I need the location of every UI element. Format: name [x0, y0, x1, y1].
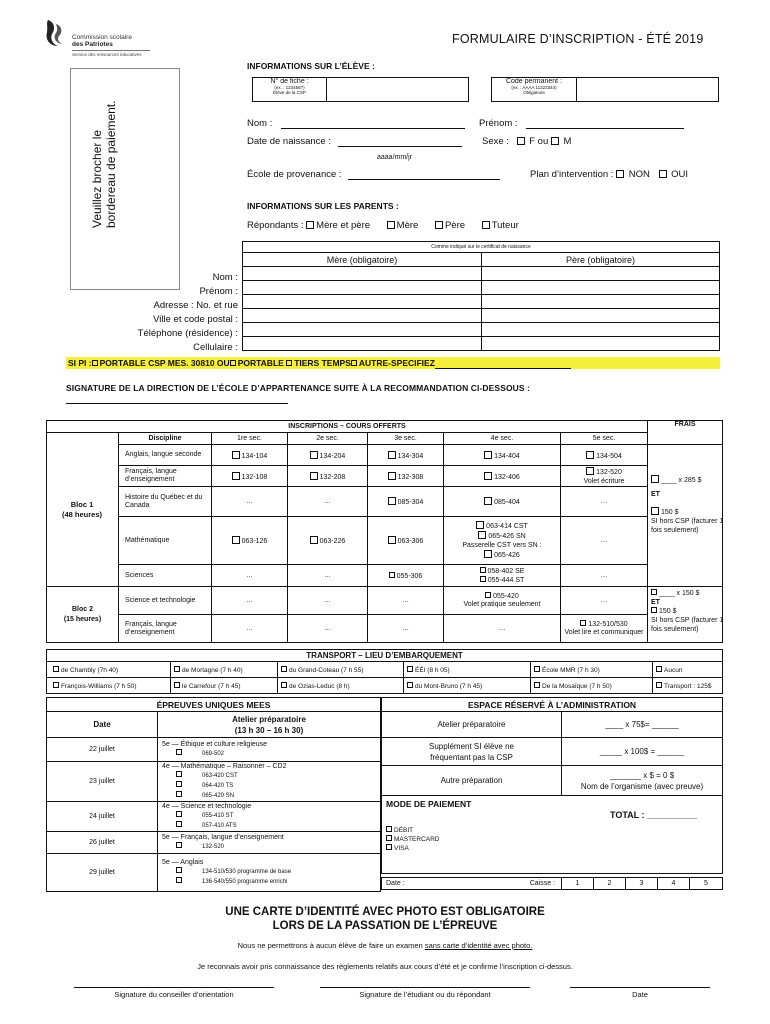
plan-non-checkbox[interactable]: [616, 170, 624, 178]
code-label: Code permanent :: [505, 78, 563, 85]
fiche-box: [252, 77, 327, 102]
exams-title: ÉPREUVES UNIQUES MEES: [47, 698, 381, 712]
transport-aucun: Aucun: [664, 666, 683, 674]
si-pi-portable-csp-label: PORTABLE CSP MES. 30810 OU: [99, 358, 230, 368]
course-134-104: 134-104: [241, 452, 268, 460]
bloc1-l1: Bloc 1: [70, 500, 94, 509]
sexe-f-checkbox[interactable]: [517, 137, 525, 145]
admin-supp-label2: fréquentant pas la CSP: [430, 752, 513, 762]
mode-paiement-title: MODE DE PAIEMENT: [386, 799, 472, 809]
scitech-sec5-dots: …: [561, 587, 648, 615]
course-132-208: 132-208: [319, 473, 346, 481]
exam-134-510: 134-510/530 programme de base: [202, 869, 292, 875]
course-058-402-checkbox[interactable]: [480, 567, 486, 573]
col-mere: Mère (obligatoire): [243, 253, 482, 267]
si-pi-start: SI PI :: [68, 358, 92, 368]
caisse-label: Caisse :: [529, 880, 555, 887]
side-note-line2: bordereau de paiement.: [104, 100, 118, 228]
transport-fee: Transport : 125$: [664, 682, 712, 690]
course-134-504-checkbox[interactable]: [586, 451, 594, 459]
col-atelier2: (13 h 30 – 16 h 30): [234, 725, 304, 735]
side-note-text: [90, 68, 118, 228]
si-pi-portable-csp-checkbox[interactable]: [92, 360, 98, 366]
course-063-226: 063-226: [319, 538, 346, 545]
frais2-checkbox[interactable]: [651, 589, 657, 595]
ecole-label: École de provenance :: [247, 169, 342, 180]
frais1-et: ET: [651, 491, 660, 498]
bloc1-label: [46, 500, 118, 520]
transport-carrefour-checkbox[interactable]: [174, 682, 180, 688]
sig1-line[interactable]: [74, 987, 274, 988]
repondant-tuteur-checkbox[interactable]: [482, 221, 490, 229]
logo-icon: [44, 18, 68, 48]
frais2-et: ET: [651, 599, 660, 606]
dob-label: Date de naissance :: [247, 136, 331, 147]
nom-field[interactable]: [281, 128, 465, 129]
transport-francois-williams-checkbox[interactable]: [53, 682, 59, 688]
side-note-line1: Veuillez brocher le: [90, 129, 104, 228]
course-132-520: 132-520: [596, 468, 622, 476]
course-132-406-checkbox[interactable]: [484, 472, 492, 480]
footer-notice: [0, 905, 770, 933]
repondant-pere-checkbox[interactable]: [435, 221, 443, 229]
fr2-sec1-dots: …: [212, 615, 288, 643]
sexe-row: [482, 136, 571, 147]
frais1-a: ____ x 285 $: [661, 477, 702, 484]
admin-atelier-calc[interactable]: ____ x 75$= ______: [562, 712, 723, 738]
exam-064-420: 064-420 TS: [202, 783, 234, 789]
transport-mortagne-checkbox[interactable]: [174, 666, 180, 672]
frais1-hors-csp-checkbox[interactable]: [651, 507, 659, 515]
scitech-sec3-dots: …: [368, 587, 444, 615]
transport-mmr-checkbox[interactable]: [534, 666, 540, 672]
mere-adresse-cell[interactable]: [243, 295, 482, 309]
repondant-mere-label: Mère: [396, 220, 419, 231]
admin-title: ESPACE RÉSERVÉ À L’ADMINISTRATION: [382, 698, 723, 712]
sexe-f-label: F ou: [529, 136, 549, 147]
bloc2-l1: Bloc 2: [71, 605, 93, 613]
dob-hint: aaaa/mm/jr: [377, 154, 413, 161]
frais1-c: SI hors CSP (facturer 1 fois seulement): [651, 518, 724, 534]
si-pi-bar: [66, 357, 720, 369]
exam-065-420: 065-420 SN: [202, 793, 235, 799]
mere-prenom-cell[interactable]: [243, 281, 482, 295]
caisse-2[interactable]: 2: [594, 878, 626, 890]
exams-table: [46, 697, 381, 892]
exam-head-3: 4e — Science et technologie: [162, 803, 252, 810]
course-132-308: 132-308: [397, 473, 424, 481]
label-ville: Ville et code postal :: [153, 314, 238, 325]
org-divider: [72, 50, 150, 51]
course-055-444-checkbox[interactable]: [480, 576, 486, 582]
si-pi-portable-label: PORTABLE: [237, 358, 284, 368]
sexe-m-label: M: [563, 136, 572, 147]
course-063-414: 063-414 CST: [486, 523, 528, 530]
fr2-sec2-dots: …: [288, 615, 368, 643]
transport-carrefour: le Carrefour (7 h 45): [182, 682, 241, 690]
exam-date-3: 24 juillet: [47, 802, 158, 832]
course-132-510-checkbox[interactable]: [580, 620, 586, 626]
course-132-108-checkbox[interactable]: [232, 472, 240, 480]
exam-057-410: 057-410 ATS: [202, 823, 237, 829]
si-pi-autre-field[interactable]: [435, 368, 571, 369]
student-section-title: INFORMATIONS SUR L’ÉLÈVE :: [247, 61, 375, 71]
pere-telephone-cell[interactable]: [482, 323, 720, 337]
pere-ville-cell[interactable]: [482, 309, 720, 323]
course-134-304: 134-304: [397, 452, 424, 460]
pay-mastercard: MASTERCARD: [394, 836, 440, 843]
frais2-a: ____ x 150 $: [659, 590, 700, 597]
ecole-row: [247, 169, 500, 180]
transport-eei: ÉÉI (8 h 05): [415, 666, 450, 674]
admin-table: [381, 697, 723, 874]
code-input[interactable]: [576, 77, 719, 102]
course-134-204-checkbox[interactable]: [310, 451, 318, 459]
sig1-label: Signature du conseiller d’orientation: [114, 990, 234, 999]
label-telephone: Téléphone (résidence) :: [137, 328, 238, 339]
exam-date-5: 29 juillet: [47, 854, 158, 892]
exam-064-420-checkbox[interactable]: [176, 781, 182, 787]
repondant-tuteur-label: Tuteur: [491, 220, 519, 231]
repondant-mere-pere-checkbox[interactable]: [306, 221, 314, 229]
course-055-420-checkbox[interactable]: [485, 592, 491, 598]
sig2-line[interactable]: [320, 987, 530, 988]
histoire-sec2-dots: …: [288, 487, 368, 517]
transport-title: TRANSPORT – LIEU D’EMBARQUEMENT: [47, 650, 723, 662]
course-065-426-checkbox[interactable]: [478, 531, 486, 539]
exam-055-410: 055-410 ST: [202, 813, 234, 819]
histoire-sec5-dots: …: [561, 487, 648, 517]
pay-debit: DÉBIT: [394, 827, 414, 834]
frais1-b: 150 $: [661, 509, 679, 516]
si-pi-tiers-temps-checkbox[interactable]: [286, 360, 292, 366]
admin-supp-calc[interactable]: _____ x 100$ = ______: [562, 738, 723, 766]
course-058-402: 058-402 SE: [487, 567, 525, 575]
course-132-520-checkbox[interactable]: [586, 467, 594, 475]
mere-cellulaire-cell[interactable]: [243, 337, 482, 351]
repondants-label: Répondants :: [247, 220, 304, 231]
footer-note-underlined: sans carte d’identité avec photo.: [424, 941, 533, 950]
transport-ozias-leduc-checkbox[interactable]: [281, 682, 287, 688]
pay-debit-checkbox[interactable]: [386, 826, 392, 832]
col-date: Date: [47, 712, 158, 738]
footer-line1: UNE CARTE D’IDENTITÉ AVEC PHOTO EST OBLIGATOIRE: [225, 906, 545, 918]
course-134-504: 134-504: [596, 452, 622, 460]
transport-mosaique-checkbox[interactable]: [534, 682, 540, 688]
sig3-line[interactable]: [570, 987, 710, 988]
course-132-208-checkbox[interactable]: [310, 472, 318, 480]
transport-grand-coteau: du Grand-Coteau (7 h 55): [289, 666, 364, 674]
course-134-204: 134-204: [319, 452, 346, 460]
plan-label: Plan d’intervention :: [530, 169, 614, 180]
col-sec5: 5e sec.: [561, 433, 648, 445]
si-pi-autre-checkbox[interactable]: [351, 360, 357, 366]
code-box: [491, 77, 577, 102]
org-line2: des Patriotes: [72, 41, 113, 48]
exam-132-520-checkbox[interactable]: [176, 842, 182, 848]
exam-136-540-checkbox[interactable]: [176, 877, 182, 883]
frais2-c: SI hors CSP (facturer 1 fois seulement): [651, 617, 724, 633]
exam-069-502: 069-502: [202, 751, 225, 757]
date-label: Date :: [386, 880, 405, 887]
disc-francais-bloc2: Français, langue d’enseignement: [119, 615, 212, 643]
transport-mmr: École MMR (7 h 30): [542, 666, 600, 674]
disc-science-techno: Science et technologie: [119, 587, 212, 615]
exam-head-4: 5e — Français, langue d’enseignement: [162, 834, 284, 841]
col-sec2: 2e sec.: [288, 433, 368, 445]
pere-adresse-cell[interactable]: [482, 295, 720, 309]
transport-mortagne: de Mortagne (7 h 40): [182, 666, 243, 674]
org-line1: Commission scolaire: [72, 34, 132, 41]
side-note: [70, 68, 180, 290]
exam-head-5: 5e — Anglais: [162, 859, 204, 866]
course-085-404-checkbox[interactable]: [484, 497, 492, 505]
fiche-hint2: Élève de la CSP: [273, 90, 306, 95]
org-line3: Service des ressources éducatives: [72, 52, 142, 57]
course-085-304-checkbox[interactable]: [388, 497, 396, 505]
transport-fee-checkbox[interactable]: [656, 682, 662, 688]
label-prenom: Prénom :: [199, 286, 238, 297]
transport-francois-williams: François-Williams (7 h 50): [61, 682, 137, 690]
prenom-label: Prénom :: [479, 118, 518, 129]
col-atelier1: Atelier préparatoire: [232, 714, 306, 724]
code-hint1: (ex. : AAAA 11223344): [511, 85, 557, 90]
transport-chambly: de Chambly (7h 40): [61, 666, 119, 674]
fr2-sec4-dots: …: [444, 615, 561, 643]
col-frais: FRAIS: [648, 421, 723, 445]
courses-table: [46, 420, 723, 643]
sciences-sec1-dots: …: [212, 565, 288, 587]
repondant-pere-label: Père: [444, 220, 466, 231]
dob-row: [247, 136, 462, 147]
col-sec3: 3e sec.: [368, 433, 444, 445]
footer-note: [0, 941, 770, 950]
transport-eei-checkbox[interactable]: [407, 666, 413, 672]
parents-section-title: INFORMATIONS SUR LES PARENTS :: [247, 201, 399, 211]
scitech-sec1-dots: …: [212, 587, 288, 615]
signature-direction: SIGNATURE DE LA DIRECTION DE L’ÉCOLE D’APPARTENANCE SUITE À LA RECOMMANDATION CI-DESSOUS :: [66, 383, 531, 393]
plan-oui-label: OUI: [671, 169, 689, 180]
certificat-note: Comme indiqué sur le certificat de naissance: [243, 242, 720, 253]
course-063-126: 063-126: [241, 538, 268, 545]
course-063-306-checkbox[interactable]: [388, 536, 396, 544]
si-pi-tiers-temps-label: TIERS TEMPS: [294, 358, 351, 368]
frais-bloc2: [648, 587, 723, 643]
sexe-m-checkbox[interactable]: [551, 137, 559, 145]
sig2-label: Signature de l’étudiant ou du répondant: [359, 990, 491, 999]
nom-row: [247, 118, 465, 129]
transport-mont-bruno: du Mont-Bruno (7 h 45): [415, 682, 483, 690]
course-055-444: 055-444 ST: [487, 576, 525, 584]
pere-prenom-cell[interactable]: [482, 281, 720, 295]
course-063-226-checkbox[interactable]: [310, 536, 318, 544]
course-055-306-checkbox[interactable]: [389, 572, 395, 578]
disc-francais: Français, langue d’enseignement: [119, 466, 212, 487]
bloc2-l2: (15 heures): [63, 615, 102, 623]
frais2-b: 150 $: [659, 608, 677, 615]
parents-table: [242, 241, 720, 351]
col-pere: Père (obligatoire): [482, 253, 720, 267]
plan-row: [530, 169, 688, 180]
admin-supp-label1: Supplément SI élève ne: [429, 741, 514, 751]
course-055-420: 055-420: [493, 593, 519, 600]
course-132-520-sub: Volet écriture: [583, 477, 625, 485]
exam-063-420: 063-420 CST: [202, 773, 238, 779]
sig3-label: Date: [632, 990, 648, 999]
label-nom: Nom :: [212, 272, 238, 283]
sciences-sec2-dots: …: [288, 565, 368, 587]
caisse-1[interactable]: 1: [562, 878, 594, 890]
frais2-hors-csp-checkbox[interactable]: [651, 607, 657, 613]
course-085-404: 085-404: [494, 499, 520, 506]
exam-063-420-checkbox[interactable]: [176, 771, 182, 777]
fiche-label: N° de fiche :: [270, 78, 309, 85]
exam-head-2: 4e — Mathématique – Raisonner – CD2: [162, 763, 287, 770]
code-hint2: Obligatoire: [523, 90, 545, 95]
admin-autre-label: Autre préparation: [382, 766, 562, 796]
exam-057-410-checkbox[interactable]: [176, 821, 182, 827]
col-sec4: 4e sec.: [444, 433, 561, 445]
course-065-426: 065-426 SN: [488, 533, 526, 540]
course-063-414-checkbox[interactable]: [476, 521, 484, 529]
caisse-3[interactable]: 3: [626, 878, 658, 890]
exam-132-520: 132-520: [202, 844, 225, 850]
plan-oui-checkbox[interactable]: [659, 170, 667, 178]
label-adresse: Adresse : No. et rue: [153, 300, 238, 311]
transport-ozias-leduc: de Ozias-Leduc (8 h): [289, 682, 350, 690]
bloc2-cell: [47, 587, 119, 643]
course-055-306: 055-306: [396, 572, 423, 580]
mere-ville-cell[interactable]: [243, 309, 482, 323]
exam-055-410-checkbox[interactable]: [176, 811, 182, 817]
course-132-308-checkbox[interactable]: [388, 472, 396, 480]
course-passerelle-065-426-checkbox[interactable]: [484, 550, 492, 558]
signature-direction-line[interactable]: [66, 403, 288, 404]
course-132-406: 132-406: [494, 473, 520, 481]
footer-acknowledge: Je reconnais avoir pris connaissance des règlements relatifs aux cours d’été et je confirme l’inscription ci-dessus.: [197, 962, 573, 971]
fr2-sec3-dots: …: [368, 615, 444, 643]
footer-note-prefix: Nous ne permettrons à aucun élève de faire un examen: [237, 941, 425, 950]
course-134-404: 134-404: [494, 452, 520, 460]
exam-date-4: 26 juillet: [47, 832, 158, 854]
si-pi-autre-label: AUTRE-SPECIFIEZ: [358, 358, 435, 368]
course-134-104-checkbox[interactable]: [232, 451, 240, 459]
org-name: [72, 34, 172, 57]
fiche-input[interactable]: [326, 77, 469, 102]
course-085-304: 085-304: [397, 499, 424, 506]
disc-sciences: Sciences: [119, 565, 212, 587]
caisse-row: [381, 877, 723, 890]
repondant-mere-checkbox[interactable]: [387, 221, 395, 229]
caisse-5[interactable]: 5: [690, 878, 723, 890]
course-063-126-checkbox[interactable]: [232, 536, 240, 544]
si-pi-portable-checkbox[interactable]: [230, 360, 236, 366]
course-134-304-checkbox[interactable]: [388, 451, 396, 459]
disc-math: Mathématique: [119, 517, 212, 565]
courses-title: INSCRIPTIONS – COURS OFFERTS: [47, 421, 648, 433]
total-label: TOTAL : __________: [610, 810, 698, 820]
logo: [44, 18, 68, 48]
repondants-row: [247, 220, 519, 231]
transport-grand-coteau-checkbox[interactable]: [281, 666, 287, 672]
exam-069-502-checkbox[interactable]: [176, 749, 182, 755]
course-134-404-checkbox[interactable]: [484, 451, 492, 459]
histoire-sec1-dots: …: [212, 487, 288, 517]
mere-telephone-cell[interactable]: [243, 323, 482, 337]
course-passerelle-065-426: 065-426: [494, 552, 520, 559]
disc-histoire: Histoire du Québec et du Canada: [119, 487, 212, 517]
dob-field[interactable]: [338, 146, 462, 147]
plan-non-label: NON: [628, 169, 650, 180]
caisse-4[interactable]: 4: [658, 878, 690, 890]
exam-date-1: 22 juillet: [47, 738, 158, 762]
pere-cellulaire-cell[interactable]: [482, 337, 720, 351]
sexe-label: Sexe :: [482, 136, 509, 147]
exam-head-1: 5e — Éthique et culture religieuse: [162, 741, 268, 748]
scitech-sec2-dots: …: [288, 587, 368, 615]
mere-nom-cell[interactable]: [243, 267, 482, 281]
frais1-checkbox[interactable]: [651, 475, 659, 483]
course-132-108: 132-108: [241, 473, 268, 481]
sciences-sec5-dots: …: [561, 565, 648, 587]
pere-nom-cell[interactable]: [482, 267, 720, 281]
transport-chambly-checkbox[interactable]: [53, 666, 59, 672]
disc-anglais: Anglais, langue seconde: [119, 445, 212, 466]
transport-mosaique: De la Mosaïque (7 h 50): [542, 682, 612, 690]
transport-aucun-checkbox[interactable]: [656, 666, 662, 672]
pay-visa-checkbox[interactable]: [386, 844, 392, 850]
pay-mastercard-checkbox[interactable]: [386, 835, 392, 841]
footer-line2: LORS DE LA PASSATION DE L’ÉPREUVE: [272, 920, 498, 932]
course-132-510: 132-510/530: [588, 621, 628, 628]
label-cellulaire: Cellulaire :: [193, 342, 238, 353]
admin-autre-calc2: Nom de l’organisme (avec preuve): [580, 781, 704, 791]
bloc1-l2: (48 heures): [61, 510, 103, 519]
ecole-field[interactable]: [348, 179, 500, 180]
transport-table: [46, 649, 723, 694]
parent-row-labels: [138, 271, 238, 355]
exam-date-2: 23 juillet: [47, 762, 158, 802]
repondant-mere-pere-label: Mère et père: [316, 220, 371, 231]
admin-autre-calc1[interactable]: _______ x $ = 0 $: [609, 770, 675, 780]
transport-mont-bruno-checkbox[interactable]: [407, 682, 413, 688]
course-132-510-sub: Volet lire et communiquer: [564, 629, 644, 636]
prenom-row: [479, 118, 684, 129]
col-discipline: Discipline: [119, 433, 212, 445]
prenom-field[interactable]: [526, 128, 684, 129]
math-sec5-dots: …: [561, 517, 648, 565]
form-title: FORMULAIRE D’INSCRIPTION - ÉTÉ 2019: [452, 32, 704, 46]
course-063-306: 063-306: [397, 538, 424, 545]
course-055-420-sub: Volet pratique seulement: [463, 601, 541, 608]
nom-label: Nom :: [247, 118, 273, 129]
exam-065-420-checkbox[interactable]: [176, 791, 182, 797]
fiche-hint1: (ex. : 1234567): [274, 85, 305, 90]
col-sec1: 1re sec.: [212, 433, 288, 445]
passerelle-label: Passerelle CST vers SN :: [462, 542, 542, 549]
frais-bloc1: [648, 445, 723, 587]
pay-visa: VISA: [394, 845, 409, 852]
exam-134-510-checkbox[interactable]: [176, 867, 182, 873]
admin-atelier-label: Atelier préparatoire: [382, 712, 562, 738]
exam-136-540: 136-540/550 programme enrichi: [202, 879, 288, 885]
